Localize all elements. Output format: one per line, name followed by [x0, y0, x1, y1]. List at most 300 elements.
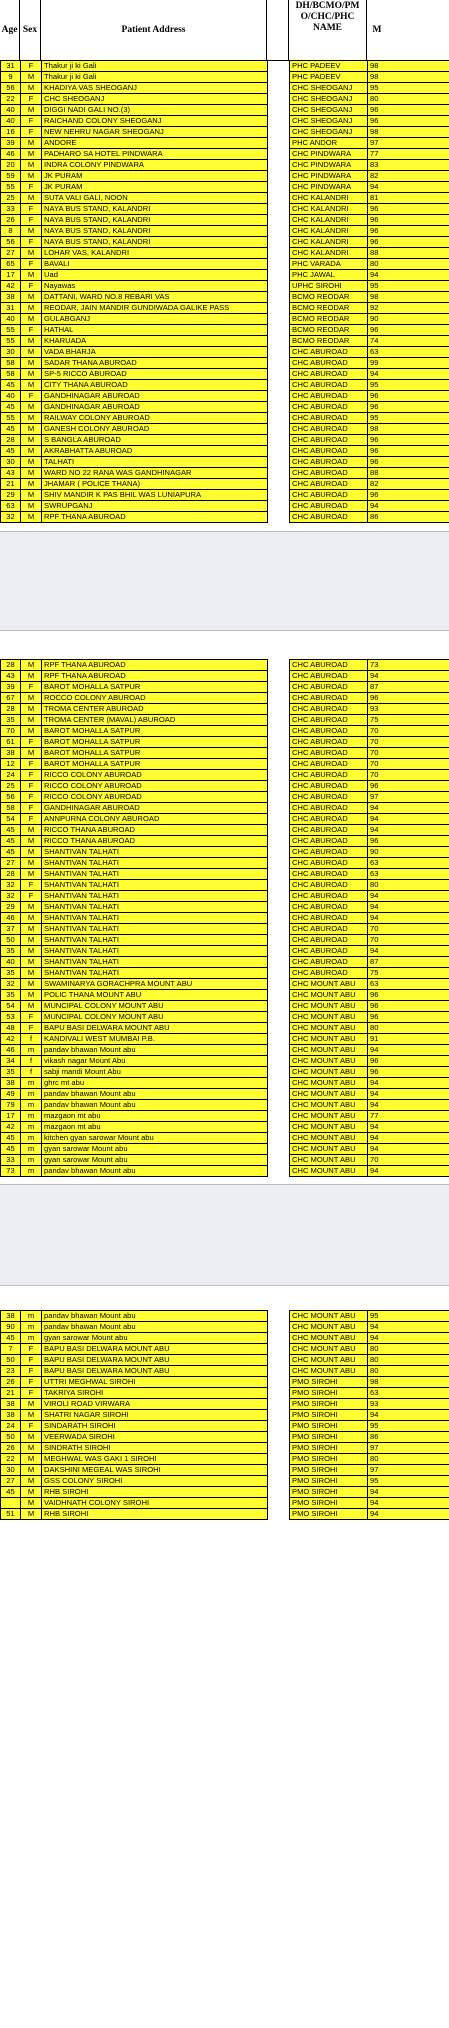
- cell-facility: CHC ABUROAD: [290, 737, 368, 748]
- cell-sex: M: [21, 72, 42, 83]
- cell-facility: CHC ABUROAD: [290, 413, 368, 424]
- table-row: [1, 336, 449, 347]
- cell-sex: F: [21, 814, 42, 825]
- cell-address: DATTANI, WARD NO.8 REBARI VAS: [42, 292, 268, 303]
- cell-m: 70: [368, 759, 449, 770]
- cell-address: gyan sarowar Mount abu: [42, 1333, 268, 1344]
- cell-m: 98: [368, 127, 449, 138]
- cell-age: 43: [1, 671, 21, 682]
- table-header: [0, 0, 449, 61]
- cell-sex: m: [21, 1322, 42, 1333]
- cell-address: INDRA COLONY PINDWARA: [42, 160, 268, 171]
- cell-address: GANESH COLONY ABUROAD: [42, 424, 268, 435]
- cell-address: BAROT MOHALLA SATPUR: [42, 748, 268, 759]
- cell-sex: f: [21, 1067, 42, 1078]
- cell-age: 12: [1, 759, 21, 770]
- cell-spacer: [268, 1410, 290, 1421]
- table-row: [1, 1421, 449, 1432]
- cell-m: 92: [368, 303, 449, 314]
- cell-spacer: [268, 1034, 290, 1045]
- patient-table: [0, 1310, 449, 1520]
- cell-sex: F: [21, 781, 42, 792]
- cell-spacer: [268, 770, 290, 781]
- table-row: [1, 715, 449, 726]
- cell-sex: M: [21, 979, 42, 990]
- cell-address: WARD NO 22 RANA WAS GANDHINAGAR: [42, 468, 268, 479]
- cell-m: 63: [368, 869, 449, 880]
- table-row: [1, 270, 449, 281]
- cell-m: 96: [368, 204, 449, 215]
- cell-address: TROMA CENTER (MAVAL) ABUROAD: [42, 715, 268, 726]
- cell-age: 45: [1, 402, 21, 413]
- cell-m: 87: [368, 682, 449, 693]
- cell-spacer: [268, 1089, 290, 1100]
- cell-sex: F: [21, 182, 42, 193]
- cell-age: 55: [1, 325, 21, 336]
- table-row: [1, 770, 449, 781]
- cell-facility: PMO SIROHI: [290, 1443, 368, 1454]
- table-row: [1, 204, 449, 215]
- cell-age: 21: [1, 479, 21, 490]
- cell-m: 94: [368, 1078, 449, 1089]
- cell-facility: CHC ABUROAD: [290, 446, 368, 457]
- cell-sex: M: [21, 704, 42, 715]
- cell-age: 38: [1, 292, 21, 303]
- cell-facility: CHC MOUNT ABU: [290, 1023, 368, 1034]
- cell-age: 31: [1, 61, 21, 72]
- cell-spacer: [268, 1366, 290, 1377]
- table-row: [1, 979, 449, 990]
- cell-address: vikash nagar Mount Abu: [42, 1056, 268, 1067]
- cell-m: 98: [368, 424, 449, 435]
- cell-sex: M: [21, 138, 42, 149]
- cell-spacer: [268, 913, 290, 924]
- cell-spacer: [268, 138, 290, 149]
- cell-spacer: [268, 836, 290, 847]
- cell-facility: PHC VARADA: [290, 259, 368, 270]
- cell-age: 42: [1, 281, 21, 292]
- cell-m: 95: [368, 83, 449, 94]
- table-row: [1, 1001, 449, 1012]
- cell-spacer: [268, 990, 290, 1001]
- cell-m: 63: [368, 1388, 449, 1399]
- cell-address: GANDHINAGAR ABUROAD: [42, 803, 268, 814]
- table-row: [1, 924, 449, 935]
- cell-m: 70: [368, 748, 449, 759]
- table-row: [1, 468, 449, 479]
- cell-sex: F: [21, 770, 42, 781]
- cell-spacer: [268, 226, 290, 237]
- cell-facility: PMO SIROHI: [290, 1509, 368, 1520]
- cell-facility: PHC ANDOR: [290, 138, 368, 149]
- table-row: [1, 1454, 449, 1465]
- cell-spacer: [268, 490, 290, 501]
- cell-spacer: [268, 803, 290, 814]
- cell-spacer: [268, 479, 290, 490]
- table-row: [1, 1344, 449, 1355]
- cell-m: 98: [368, 72, 449, 83]
- cell-address: NAYA BUS STAND, KALANDRI: [42, 237, 268, 248]
- cell-facility: CHC ABUROAD: [290, 968, 368, 979]
- cell-age: 45: [1, 1133, 21, 1144]
- cell-spacer: [268, 501, 290, 512]
- cell-address: VIROLI ROAD VIRWARA: [42, 1399, 268, 1410]
- cell-facility: CHC ABUROAD: [290, 869, 368, 880]
- table-row: [1, 759, 449, 770]
- cell-address: ghrc mt abu: [42, 1078, 268, 1089]
- cell-age: 40: [1, 391, 21, 402]
- cell-spacer: [268, 270, 290, 281]
- cell-spacer: [268, 902, 290, 913]
- cell-facility: CHC ABUROAD: [290, 781, 368, 792]
- cell-facility: PMO SIROHI: [290, 1388, 368, 1399]
- cell-spacer: [268, 1509, 290, 1520]
- cell-m: 94: [368, 1322, 449, 1333]
- cell-age: 50: [1, 1432, 21, 1443]
- cell-spacer: [268, 193, 290, 204]
- cell-age: 59: [1, 171, 21, 182]
- cell-facility: CHC ABUROAD: [290, 847, 368, 858]
- table-row: [1, 358, 449, 369]
- cell-age: 42: [1, 1122, 21, 1133]
- cell-spacer: [268, 1465, 290, 1476]
- cell-address: BAPU BASI DELWARA MOUNT ABU: [42, 1023, 268, 1034]
- cell-m: 96: [368, 693, 449, 704]
- cell-facility: CHC MOUNT ABU: [290, 1078, 368, 1089]
- cell-spacer: [268, 671, 290, 682]
- cell-sex: F: [21, 127, 42, 138]
- cell-age: 43: [1, 468, 21, 479]
- cell-spacer: [268, 1155, 290, 1166]
- cell-m: 82: [368, 171, 449, 182]
- cell-age: 38: [1, 1078, 21, 1089]
- cell-age: 56: [1, 792, 21, 803]
- cell-spacer: [268, 105, 290, 116]
- cell-age: 35: [1, 715, 21, 726]
- cell-age: 28: [1, 660, 21, 671]
- cell-m: 75: [368, 968, 449, 979]
- cell-spacer: [268, 869, 290, 880]
- cell-age: 24: [1, 770, 21, 781]
- table-row: [1, 391, 449, 402]
- cell-m: 93: [368, 1399, 449, 1410]
- cell-m: 96: [368, 457, 449, 468]
- cell-address: RAILWAY COLONY ABUROAD: [42, 413, 268, 424]
- cell-m: 82: [368, 479, 449, 490]
- cell-spacer: [268, 1333, 290, 1344]
- table-row: [1, 814, 449, 825]
- cell-age: 20: [1, 160, 21, 171]
- table-row: [1, 1377, 449, 1388]
- cell-spacer: [268, 1023, 290, 1034]
- cell-age: 50: [1, 1355, 21, 1366]
- cell-facility: CHC ABUROAD: [290, 512, 368, 523]
- cell-sex: M: [21, 347, 42, 358]
- page-2: [0, 631, 449, 1184]
- cell-sex: M: [21, 457, 42, 468]
- cell-spacer: [268, 292, 290, 303]
- cell-age: 45: [1, 847, 21, 858]
- cell-spacer: [268, 391, 290, 402]
- cell-address: RICCO COLONY ABUROAD: [42, 781, 268, 792]
- cell-facility: CHC SHEOGANJ: [290, 83, 368, 94]
- cell-spacer: [268, 1476, 290, 1487]
- table-row: [1, 792, 449, 803]
- cell-sex: F: [21, 803, 42, 814]
- cell-facility: CHC PINDWARA: [290, 182, 368, 193]
- cell-spacer: [268, 1067, 290, 1078]
- cell-address: BAVALI: [42, 259, 268, 270]
- cell-address: KANDIVALI WEST MUMBAI P.B.: [42, 1034, 268, 1045]
- cell-sex: F: [21, 880, 42, 891]
- cell-address: BAPU BASI DELWARA MOUNT ABU: [42, 1366, 268, 1377]
- cell-address: MEGHWAL WAS GAKI 1 SIROHI: [42, 1454, 268, 1465]
- cell-facility: UPHC SIROHI: [290, 281, 368, 292]
- cell-age: 40: [1, 105, 21, 116]
- table-row: [1, 1067, 449, 1078]
- cell-facility: CHC PINDWARA: [290, 149, 368, 160]
- cell-age: 27: [1, 248, 21, 259]
- cell-facility: CHC ABUROAD: [290, 391, 368, 402]
- table-row: [1, 880, 449, 891]
- cell-age: 56: [1, 83, 21, 94]
- cell-spacer: [268, 512, 290, 523]
- header-age: Age: [0, 0, 20, 60]
- table-row: [1, 946, 449, 957]
- cell-sex: M: [21, 1001, 42, 1012]
- table-row: [1, 682, 449, 693]
- cell-age: 61: [1, 737, 21, 748]
- cell-address: SHANTIVAN TALHATI: [42, 858, 268, 869]
- cell-facility: CHC MOUNT ABU: [290, 1045, 368, 1056]
- cell-sex: M: [21, 413, 42, 424]
- table-row: [1, 1012, 449, 1023]
- cell-facility: BCMO REODAR: [290, 314, 368, 325]
- cell-address: sabji mandi Mount Abu: [42, 1067, 268, 1078]
- cell-sex: m: [21, 1122, 42, 1133]
- cell-m: 91: [368, 1034, 449, 1045]
- cell-address: SP-5 RICCO ABUROAD: [42, 369, 268, 380]
- cell-facility: CHC ABUROAD: [290, 671, 368, 682]
- cell-address: CITY THANA ABUROAD: [42, 380, 268, 391]
- cell-address: SWRUPGANJ: [42, 501, 268, 512]
- cell-address: RHB SIROHI: [42, 1509, 268, 1520]
- cell-spacer: [268, 935, 290, 946]
- cell-age: 30: [1, 347, 21, 358]
- cell-m: 94: [368, 1133, 449, 1144]
- cell-spacer: [268, 924, 290, 935]
- cell-sex: F: [21, 215, 42, 226]
- table-row: [1, 281, 449, 292]
- cell-facility: PMO SIROHI: [290, 1454, 368, 1465]
- cell-age: 45: [1, 380, 21, 391]
- cell-facility: CHC ABUROAD: [290, 759, 368, 770]
- cell-address: pandav bhawan Mount abu: [42, 1089, 268, 1100]
- cell-age: 28: [1, 704, 21, 715]
- cell-age: 49: [1, 1089, 21, 1100]
- cell-spacer: [268, 858, 290, 869]
- cell-age: 42: [1, 1034, 21, 1045]
- table-row: [1, 671, 449, 682]
- cell-sex: F: [21, 204, 42, 215]
- page-1: [0, 0, 449, 531]
- cell-address: TALHATI: [42, 457, 268, 468]
- cell-m: 80: [368, 1454, 449, 1465]
- cell-age: 53: [1, 1012, 21, 1023]
- cell-address: SINDARATH SIROHI: [42, 1421, 268, 1432]
- table-row: [1, 858, 449, 869]
- cell-sex: F: [21, 759, 42, 770]
- cell-age: 22: [1, 94, 21, 105]
- cell-age: 33: [1, 204, 21, 215]
- cell-address: TAKRIYA SIROHI: [42, 1388, 268, 1399]
- cell-spacer: [268, 204, 290, 215]
- cell-age: 48: [1, 1023, 21, 1034]
- cell-sex: F: [21, 682, 42, 693]
- table-row: [1, 105, 449, 116]
- table-row: [1, 457, 449, 468]
- cell-sex: M: [21, 935, 42, 946]
- cell-facility: CHC ABUROAD: [290, 468, 368, 479]
- cell-address: RICCO THANA ABUROAD: [42, 825, 268, 836]
- cell-age: 38: [1, 1410, 21, 1421]
- table-row: [1, 1487, 449, 1498]
- cell-m: 94: [368, 891, 449, 902]
- cell-spacer: [268, 1443, 290, 1454]
- cell-spacer: [268, 781, 290, 792]
- cell-facility: CHC MOUNT ABU: [290, 1111, 368, 1122]
- cell-m: 83: [368, 160, 449, 171]
- cell-facility: CHC ABUROAD: [290, 825, 368, 836]
- cell-address: kitchen gyan sarowar Mount abu: [42, 1133, 268, 1144]
- table-row: [1, 990, 449, 1001]
- cell-address: gyan sarowar Mount abu: [42, 1144, 268, 1155]
- cell-facility: PMO SIROHI: [290, 1498, 368, 1509]
- table-row: [1, 1476, 449, 1487]
- cell-sex: M: [21, 825, 42, 836]
- cell-spacer: [268, 1166, 290, 1177]
- cell-m: 96: [368, 781, 449, 792]
- cell-age: 46: [1, 149, 21, 160]
- cell-sex: M: [21, 270, 42, 281]
- cell-facility: CHC ABUROAD: [290, 880, 368, 891]
- table-row: [1, 1056, 449, 1067]
- cell-sex: M: [21, 715, 42, 726]
- table-row: [1, 435, 449, 446]
- cell-spacer: [268, 468, 290, 479]
- patient-table: [0, 60, 449, 523]
- cell-m: 63: [368, 858, 449, 869]
- cell-address: VADA BHARJA: [42, 347, 268, 358]
- cell-sex: M: [21, 303, 42, 314]
- page-3: [0, 1286, 449, 2028]
- table-row: [1, 1078, 449, 1089]
- cell-spacer: [268, 693, 290, 704]
- cell-age: 56: [1, 237, 21, 248]
- cell-sex: m: [21, 1133, 42, 1144]
- cell-m: 95: [368, 413, 449, 424]
- cell-m: 94: [368, 902, 449, 913]
- cell-sex: M: [21, 490, 42, 501]
- cell-m: 96: [368, 402, 449, 413]
- cell-m: 94: [368, 501, 449, 512]
- cell-address: SHANTIVAN TALHATI: [42, 935, 268, 946]
- cell-spacer: [268, 1144, 290, 1155]
- cell-m: 80: [368, 1366, 449, 1377]
- cell-m: 97: [368, 138, 449, 149]
- cell-age: 45: [1, 836, 21, 847]
- table-row: [1, 1322, 449, 1333]
- cell-sex: f: [21, 1034, 42, 1045]
- cell-m: 96: [368, 116, 449, 127]
- cell-address: NAYA BUS STAND, KALANDRI: [42, 215, 268, 226]
- cell-sex: F: [21, 281, 42, 292]
- cell-sex: M: [21, 446, 42, 457]
- cell-sex: M: [21, 314, 42, 325]
- table-row: [1, 61, 449, 72]
- cell-sex: F: [21, 792, 42, 803]
- cell-m: 94: [368, 814, 449, 825]
- cell-address: REODAR, JAIN MANDIR GUNDIWADA GALIKE PASS: [42, 303, 268, 314]
- table-row: [1, 215, 449, 226]
- cell-address: SHANTIVAN TALHATI: [42, 902, 268, 913]
- cell-facility: CHC ABUROAD: [290, 358, 368, 369]
- cell-spacer: [268, 891, 290, 902]
- cell-spacer: [268, 880, 290, 891]
- cell-facility: PMO SIROHI: [290, 1421, 368, 1432]
- table-row: [1, 1122, 449, 1133]
- cell-facility: PHC PADEEV: [290, 61, 368, 72]
- cell-address: ANDORE: [42, 138, 268, 149]
- cell-sex: M: [21, 990, 42, 1001]
- table-row: [1, 781, 449, 792]
- cell-address: Thakur ji ki Gali: [42, 61, 268, 72]
- table-row: [1, 380, 449, 391]
- table-row: [1, 490, 449, 501]
- cell-age: 40: [1, 314, 21, 325]
- cell-age: 63: [1, 501, 21, 512]
- cell-facility: CHC MOUNT ABU: [290, 1056, 368, 1067]
- cell-m: 94: [368, 1144, 449, 1155]
- cell-m: 70: [368, 770, 449, 781]
- table-row: [1, 847, 449, 858]
- cell-age: 32: [1, 880, 21, 891]
- table-row: [1, 836, 449, 847]
- cell-spacer: [268, 1311, 290, 1322]
- table-row: [1, 726, 449, 737]
- cell-address: BAROT MOHALLA SATPUR: [42, 759, 268, 770]
- cell-spacer: [268, 726, 290, 737]
- cell-age: 45: [1, 1144, 21, 1155]
- cell-sex: M: [21, 693, 42, 704]
- cell-age: 7: [1, 1344, 21, 1355]
- cell-facility: CHC MOUNT ABU: [290, 1311, 368, 1322]
- cell-m: 98: [368, 292, 449, 303]
- cell-facility: CHC ABUROAD: [290, 770, 368, 781]
- table-row: [1, 968, 449, 979]
- cell-address: UTTRI MEGHWAL SIROHI: [42, 1377, 268, 1388]
- cell-age: 29: [1, 902, 21, 913]
- table-row: [1, 424, 449, 435]
- cell-spacer: [268, 1487, 290, 1498]
- cell-age: 25: [1, 193, 21, 204]
- table-row: [1, 1366, 449, 1377]
- cell-sex: M: [21, 336, 42, 347]
- cell-age: 45: [1, 446, 21, 457]
- cell-facility: CHC MOUNT ABU: [290, 1144, 368, 1155]
- table-row: [1, 660, 449, 671]
- cell-facility: CHC ABUROAD: [290, 836, 368, 847]
